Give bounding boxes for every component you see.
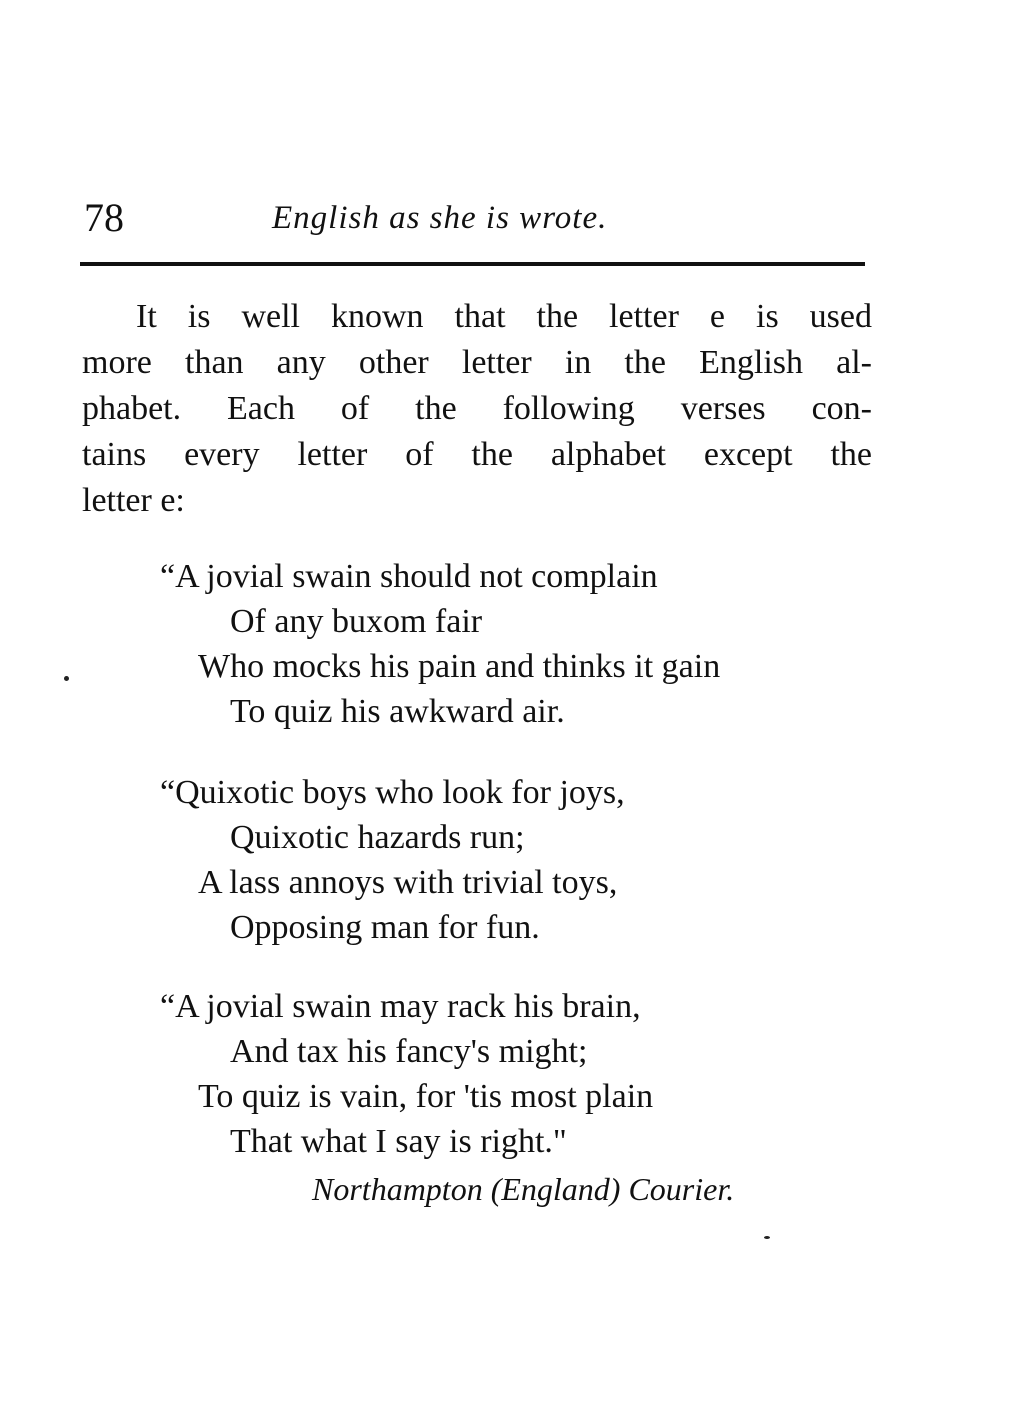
running-title: English as she is wrote. xyxy=(272,200,608,236)
verse-line: “Quixotic boys who look for joys, xyxy=(160,774,625,811)
page-number: 78 xyxy=(84,195,124,240)
verse-line: To quiz his awkward air. xyxy=(230,693,565,730)
verse-line: To quiz is vain, for 'tis most plain xyxy=(198,1078,654,1115)
verse-line: “A jovial swain should not complain xyxy=(160,558,658,595)
scan-speck xyxy=(64,676,69,681)
header-rule xyxy=(80,262,865,266)
verse-line: And tax his fancy's might; xyxy=(230,1033,588,1070)
verse-line: Of any buxom fair xyxy=(230,603,483,640)
intro-line: phabet. Each of the following verses con- xyxy=(82,390,872,427)
intro-line: letter e: xyxy=(82,482,185,519)
verse-stanza-1 xyxy=(160,554,720,734)
intro-line: tains every letter of the alphabet except the xyxy=(82,436,872,473)
verse-line: A lass annoys with trivial toys, xyxy=(198,864,618,901)
scan-speck xyxy=(764,1236,770,1239)
intro-line: more than any other letter in the English al- xyxy=(82,344,872,381)
verse-stanza-3 xyxy=(160,984,653,1164)
verse-line: Opposing man for fun. xyxy=(230,909,540,946)
verse-line: “A jovial swain may rack his brain, xyxy=(160,988,641,1025)
attribution: Northampton (England) Courier. xyxy=(312,1171,735,1207)
verse-stanza-2 xyxy=(160,770,625,950)
intro-paragraph xyxy=(82,294,872,524)
verse-line: Who mocks his pain and thinks it gain xyxy=(198,648,721,685)
verse-line: Quixotic hazards run; xyxy=(230,819,525,856)
intro-line: It is well known that the letter e is used xyxy=(136,298,872,335)
verse-line: That what I say is right." xyxy=(230,1123,567,1160)
